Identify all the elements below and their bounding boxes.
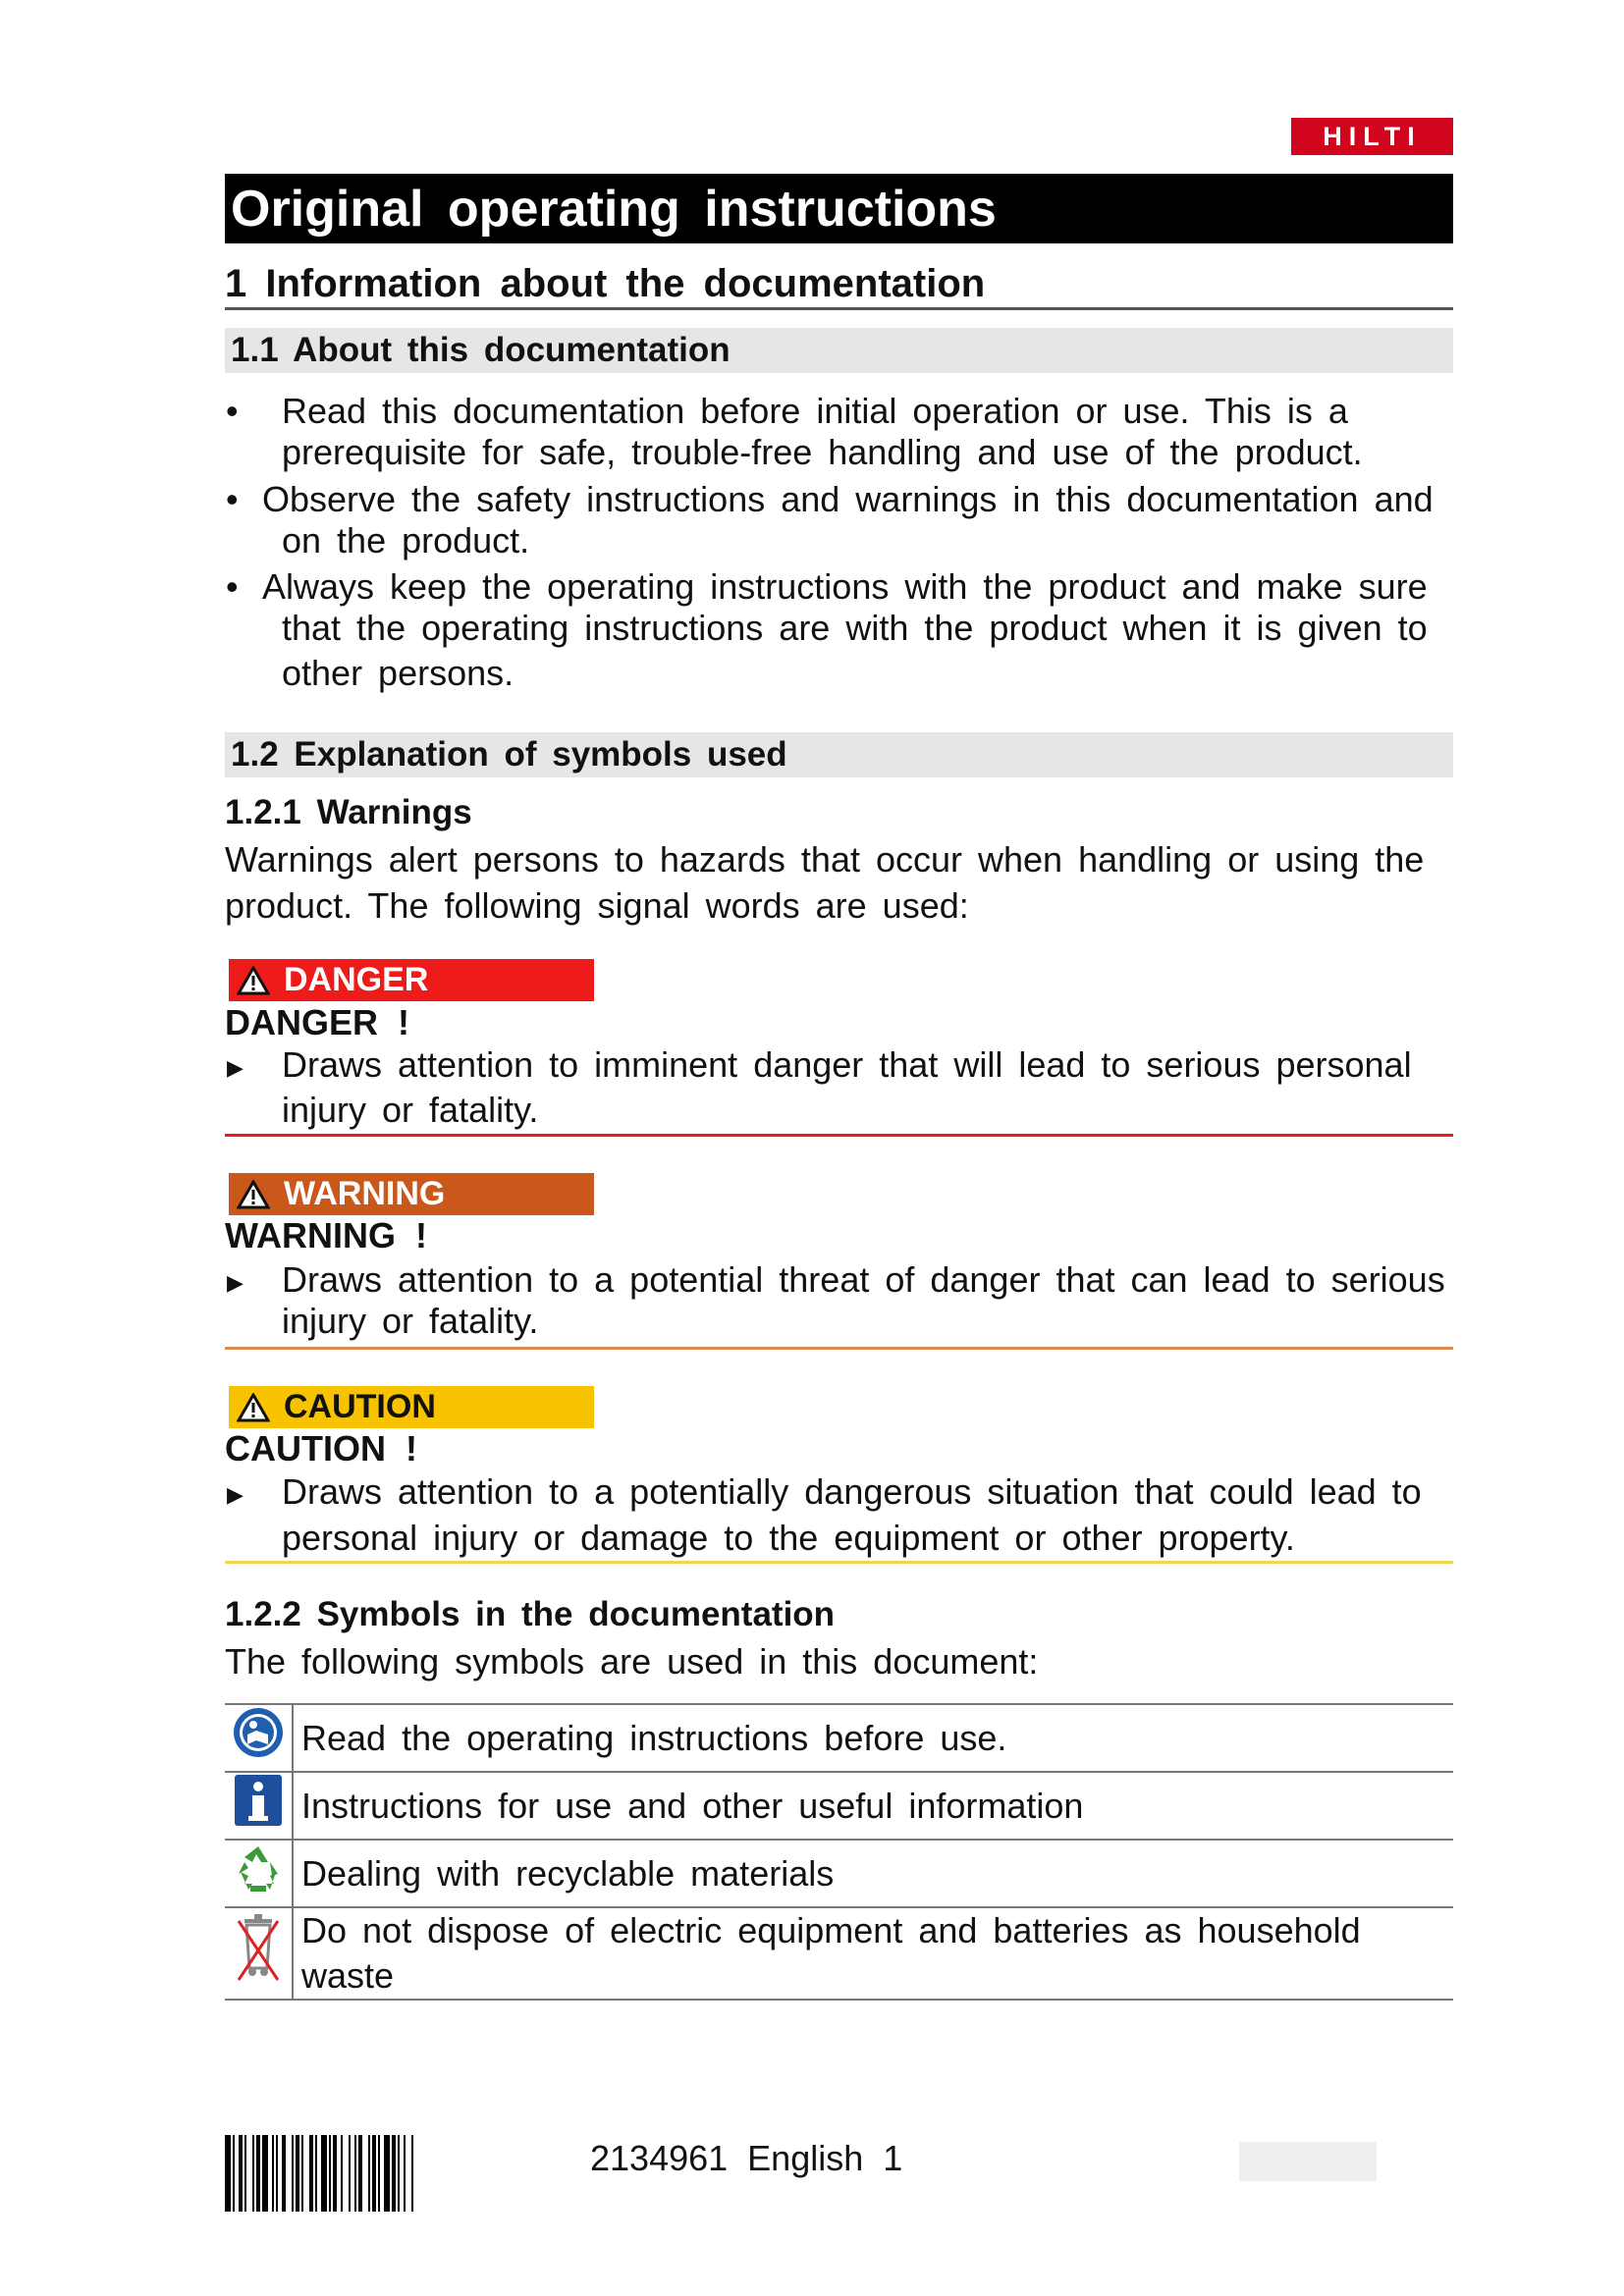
bullet-dot: • xyxy=(226,479,239,519)
symbol-icon-cell xyxy=(225,1772,293,1840)
recycle-icon xyxy=(231,1841,286,1896)
danger-banner xyxy=(229,959,594,1001)
document-title: Original operating instructions xyxy=(225,174,1453,243)
arrow-bullet: ▶ xyxy=(227,1270,244,1295)
warning-banner xyxy=(229,1173,594,1215)
section-1-1-heading: 1.1 About this documentation xyxy=(225,328,1453,373)
bullet-1-line-1: Read this documentation before initial operation or use. This is a xyxy=(282,391,1348,431)
warning-triangle-icon xyxy=(237,966,270,995)
danger-text-line-1: Draws attention to imminent danger that will lead to serious personal xyxy=(282,1044,1412,1085)
bullet-dot: • xyxy=(226,391,239,431)
warning-signal-word: WARNING ! xyxy=(225,1215,427,1255)
symbol-row xyxy=(225,1840,1453,1907)
bullet-1-line-2: prerequisite for safe, trouble-free handling and use of the product. xyxy=(282,432,1363,472)
symbols-table xyxy=(225,1703,1453,2001)
caution-text-line-2: personal injury or damage to the equipment or other property. xyxy=(282,1518,1295,1558)
arrow-bullet: ▶ xyxy=(227,1055,244,1080)
section-1-2-heading: 1.2 Explanation of symbols used xyxy=(225,732,1453,777)
warning-separator xyxy=(225,1347,1453,1350)
bullet-3-line-3: other persons. xyxy=(282,653,514,693)
symbol-description-line-1: Do not dispose of electric equipment and batteries as household xyxy=(301,1910,1361,1950)
warnings-intro-line-2: product. The following signal words are used: xyxy=(225,885,969,926)
warnings-intro-line-1: Warnings alert persons to hazards that occur when handling or using the xyxy=(225,839,1425,880)
barcode-icon xyxy=(225,2135,561,2212)
symbol-icon-cell xyxy=(225,1907,293,2000)
warning-triangle-icon xyxy=(237,1393,270,1422)
symbol-icon-cell xyxy=(225,1840,293,1907)
arrow-bullet: ▶ xyxy=(227,1482,244,1507)
footer-placeholder-box xyxy=(1239,2142,1377,2181)
bullet-2-line-2: on the product. xyxy=(282,520,530,561)
page-number: 1 xyxy=(883,2138,903,2178)
footer-info xyxy=(590,2138,902,2179)
info-icon xyxy=(233,1773,284,1828)
warning-text-line-2: injury or fatality. xyxy=(282,1301,539,1341)
symbol-description xyxy=(293,1907,1453,2000)
symbol-description: Dealing with recyclable materials xyxy=(293,1840,1453,1907)
danger-banner-label: DANGER xyxy=(284,961,429,998)
danger-text-line-2: injury or fatality. xyxy=(282,1090,539,1130)
symbol-icon-cell xyxy=(225,1704,293,1772)
symbols-intro: The following symbols are used in this document: xyxy=(225,1641,1039,1682)
caution-banner xyxy=(229,1386,594,1428)
danger-signal-word: DANGER ! xyxy=(225,1002,409,1042)
read-manual-icon xyxy=(231,1705,286,1760)
symbol-row xyxy=(225,1772,1453,1840)
doc-number: 2134961 xyxy=(590,2138,729,2178)
bullet-3-line-1: Always keep the operating instructions with the product and make sure xyxy=(262,566,1428,607)
danger-separator xyxy=(225,1134,1453,1137)
section-1-2-2-heading: 1.2.2 Symbols in the documentation xyxy=(225,1595,836,1633)
symbol-row xyxy=(225,1704,1453,1772)
section-1-2-1-heading: 1.2.1 Warnings xyxy=(225,793,472,831)
section-1-heading: 1 Information about the documentation xyxy=(225,257,1453,310)
symbol-description: Read the operating instructions before use. xyxy=(293,1704,1453,1772)
symbol-row xyxy=(225,1907,1453,2000)
caution-text-line-1: Draws attention to a potentially dangerous situation that could lead to xyxy=(282,1471,1422,1512)
warning-text-line-1: Draws attention to a potential threat of danger that can lead to serious xyxy=(282,1259,1445,1300)
crossed-bin-icon xyxy=(231,1909,286,1988)
bullet-2-line-1: Observe the safety instructions and warnings in this documentation and xyxy=(262,479,1434,519)
bullet-dot: • xyxy=(226,566,239,607)
warning-triangle-icon xyxy=(237,1180,270,1209)
symbol-description-line-2: waste xyxy=(301,1955,395,1996)
symbol-description: Instructions for use and other useful information xyxy=(293,1772,1453,1840)
warning-banner-label: WARNING xyxy=(284,1175,446,1212)
doc-language: English xyxy=(747,2138,864,2178)
caution-separator xyxy=(225,1561,1453,1564)
hilti-logo: HILTI xyxy=(1291,118,1453,155)
bullet-3-line-2: that the operating instructions are with the product when it is given to xyxy=(282,608,1428,648)
caution-signal-word: CAUTION ! xyxy=(225,1428,417,1468)
caution-banner-label: CAUTION xyxy=(284,1388,436,1425)
